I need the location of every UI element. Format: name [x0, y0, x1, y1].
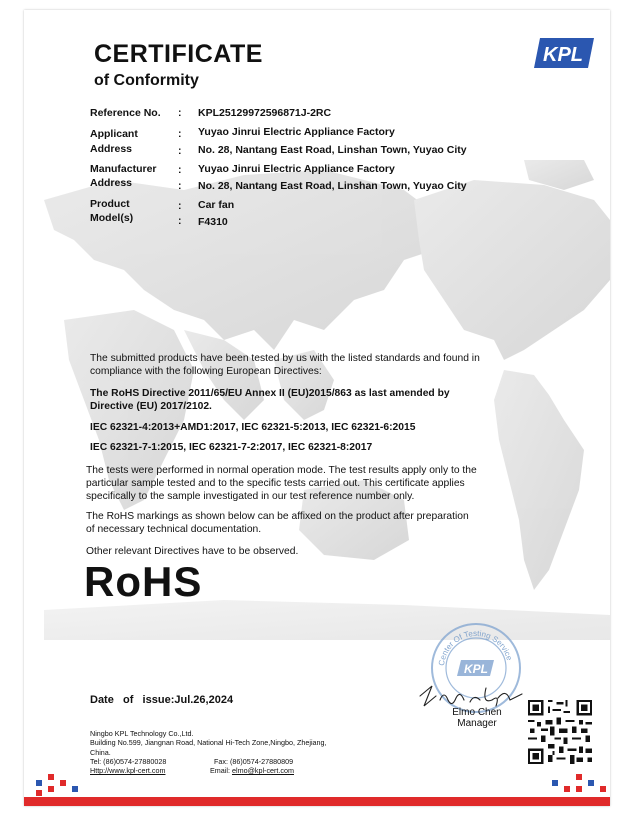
applicant-label: Applicant	[90, 128, 138, 140]
footer-email-link[interactable]: elmo@kpl-cert.com	[231, 766, 294, 775]
svg-text:Center Of Testing Service: Center Of Testing Service	[437, 628, 514, 667]
intro-paragraph	[90, 352, 480, 378]
footer-email	[210, 766, 294, 775]
marking-paragraph	[86, 510, 469, 536]
issue-date: Date of issue:Jul.26,2024	[90, 694, 234, 706]
other-directives-line: Other relevant Directives have to be observed.	[86, 546, 299, 557]
applicant-address-label: Address	[90, 143, 133, 155]
applicant-name: Yuyao Jinrui Electric Appliance Factory	[198, 126, 395, 138]
footer-fax: Fax: (86)0574-27880809	[214, 757, 294, 766]
certificate-title: CERTIFICATE	[94, 40, 263, 68]
directive-line-2: Directive (EU) 2017/2102.	[90, 401, 212, 412]
tests-line-3: specifically to the sample investigated in our test reference number only.	[86, 491, 415, 502]
footer-address-line-2: China.	[90, 747, 111, 757]
directive-paragraph	[90, 387, 450, 413]
reference-colon: :	[178, 107, 182, 119]
model-number: F4310	[198, 216, 228, 228]
manufacturer-colon: :	[178, 164, 182, 176]
manufacturer-label: Manufacturer	[90, 163, 157, 175]
model-label: Model(s)	[90, 212, 134, 224]
product-colon: :	[178, 200, 182, 212]
manufacturer-address-label: Address	[90, 177, 133, 189]
rohs-mark: RoHS	[84, 558, 203, 605]
certificate-sheet	[24, 10, 610, 806]
footer-company: Ningbo KPL Technology Co.,Ltd.	[90, 729, 194, 738]
qr-code	[528, 700, 592, 764]
footer-email-label: Email:	[210, 766, 230, 775]
tests-line-2: particular sample tested and to the specific tests carried out. This certificate applies	[86, 478, 465, 489]
footer-website-link[interactable]: Http://www.kpl-cert.com	[90, 766, 166, 775]
signer-name: Elmo Chen	[452, 707, 502, 718]
product-label: Product	[90, 198, 130, 210]
tests-paragraph	[86, 464, 477, 503]
standards-line-1: IEC 62321-4:2013+AMD1:2017, IEC 62321-5:2013, IEC 62321-6:2015	[90, 422, 416, 433]
intro-line-2: compliance with the following European Directives:	[90, 366, 322, 377]
manufacturer-name: Yuyao Jinrui Electric Appliance Factory	[198, 163, 395, 175]
applicant-address-colon: :	[178, 145, 182, 157]
signer-block	[436, 707, 518, 729]
product-name: Car fan	[198, 199, 235, 211]
manufacturer-address: No. 28, Nantang East Road, Linshan Town, Yuyao City	[198, 180, 467, 192]
directive-line-1: The RoHS Directive 2011/65/EU Annex II (EU)2015/863 as last amended by	[90, 388, 450, 399]
standards-line-2: IEC 62321-7-1:2015, IEC 62321-7-2:2017, IEC 62321-8:2017	[90, 442, 373, 453]
manufacturer-address-colon: :	[178, 180, 182, 192]
marking-line-1: The RoHS markings as shown below can be affixed on the product after preparation	[86, 511, 469, 522]
svg-text:KPL: KPL	[543, 44, 583, 66]
intro-line-1: The submitted products have been tested by us with the listed standards and found in	[90, 353, 480, 364]
footer-tel: Tel: (86)0574-27880028	[90, 757, 167, 766]
footer-company-info	[90, 729, 327, 757]
signer-title: Manager	[457, 718, 497, 729]
kpl-logo	[534, 36, 594, 70]
reference-label: Reference No.	[90, 107, 161, 119]
footer-address-line-1: Building No.599, Jiangnan Road, National Hi-Tech Zone,Ningbo, Zhejiang,	[90, 738, 327, 748]
certificate-subtitle: of Conformity	[94, 72, 199, 89]
svg-text:KPL: KPL	[464, 662, 488, 676]
bottom-accent-bar	[24, 797, 610, 806]
model-colon: :	[178, 215, 182, 227]
marking-line-2: of necessary technical documentation.	[86, 524, 262, 535]
reference-number: KPL25129972596871J-2RC	[198, 107, 332, 119]
tests-line-1: The tests were performed in normal operation mode. The test results apply only to the	[86, 465, 477, 476]
applicant-colon: :	[178, 128, 182, 140]
applicant-address: No. 28, Nantang East Road, Linshan Town, Yuyao City	[198, 144, 467, 156]
